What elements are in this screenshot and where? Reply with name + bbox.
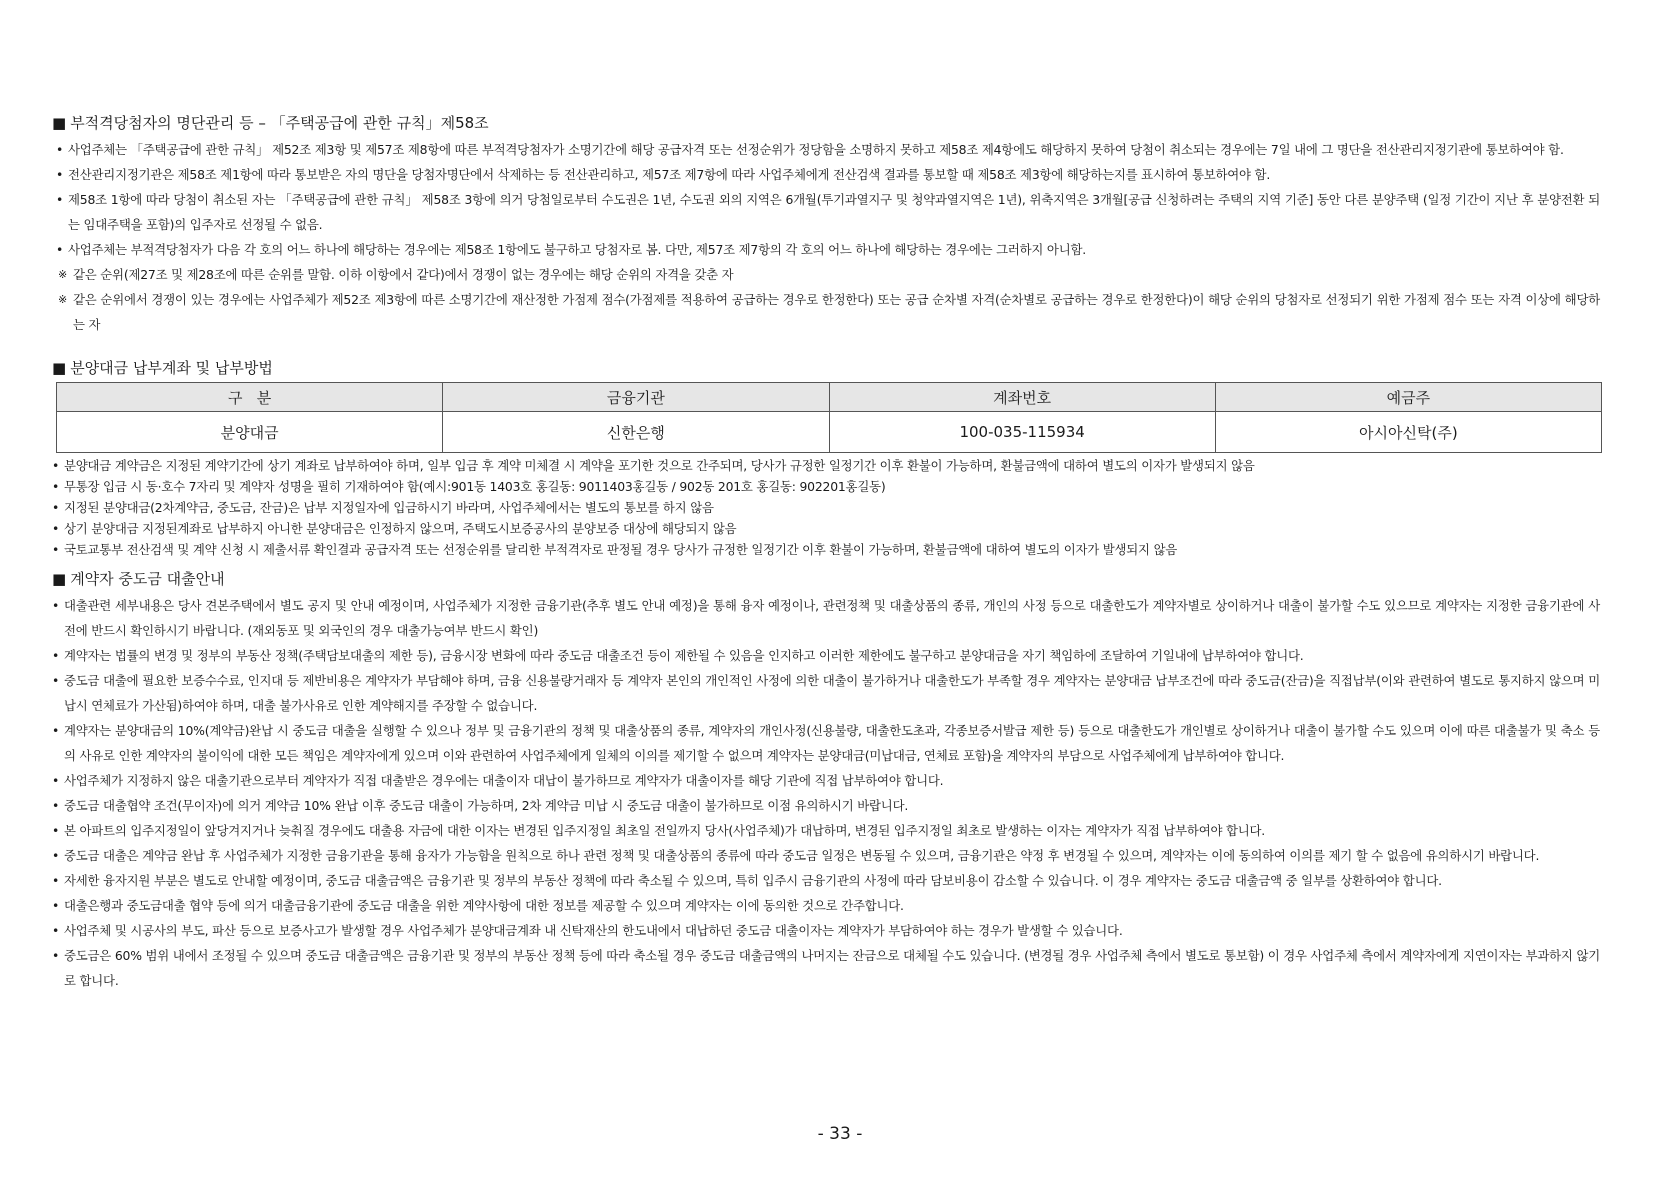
section-payment-account: [52, 357, 1600, 560]
column-header: 예금주: [1215, 383, 1601, 412]
table-header-row: [57, 383, 1602, 412]
table-cell: 100-035-115934: [829, 412, 1215, 453]
column-header: 구 분: [57, 383, 443, 412]
list-item: • 중도금 대출은 계약금 완납 후 사업주체가 지정한 금융기관을 통해 융자가 가능함을 원칙으로 하나 관련 정책 및 대출상품의 종류에 따라 중도금 일정은 변동될 수 있으며, 금융기관은 약정 후 변경될 수 있으며, 계약자는 이에 동의하여 이의를 제기 할 수 없음에 유의하시기 바랍니다.: [52, 843, 1600, 868]
section-title: [52, 112, 1600, 134]
document-content: [52, 112, 1600, 993]
list-item: • 중도금 대출협약 조건(무이자)에 의거 계약금 10% 완납 이후 중도금 대출이 가능하며, 2차 계약금 미납 시 중도금 대출이 불가하므로 이점 유의하시기 바랍니다.: [52, 793, 1600, 818]
account-table: [56, 382, 1602, 453]
list-item: • 대출관련 세부내용은 당사 견본주택에서 별도 공지 및 안내 예정이며, 사업주체가 지정한 금융기관(추후 별도 안내 예정)을 통해 융자 예정이나, 관련정책 및 대출상품의 종류, 개인의 사정 등으로 대출한도가 계약자별로 상이하거나 대출이 불가할 수도 있으므로 계약자는 지정한 금융기관에 사전에 반드시 확인하시기 바랍니다. (재외동포 및 외국인의 경우 대출가능여부 반드시 확인): [52, 593, 1600, 643]
table-row: [57, 412, 1602, 453]
note-item: ※ 같은 순위에서 경쟁이 있는 경우에는 사업주체가 제52조 제3항에 따른 소명기간에 재산정한 가점제 점수(가점제를 적용하여 공급하는 경우로 한정한다) 또는 공급 순차별 자격(순차별로 공급하는 경우로 한정한다)이 해당 순위의 당첨자로 선정되기 위한 가점제 점수 또는 자격 이상에 해당하는 자: [56, 287, 1600, 337]
list-item: • 중도금은 60% 범위 내에서 조정될 수 있으며 중도금 대출금액은 금융기관 및 정부의 부동산 정책 등에 따라 축소될 경우 중도금 대출금액의 나머지는 잔금으로 대체될 수도 있습니다. (변경될 경우 사업주체 측에서 별도로 통보함) 이 경우 사업주체 측에서 계약자에게 지연이자는 부과하지 않기로 합니다.: [52, 943, 1600, 993]
note-item: ※ 같은 순위(제27조 및 제28조에 따른 순위를 말함. 이하 이항에서 같다)에서 경쟁이 없는 경우에는 해당 순위의 자격을 갖춘 자: [56, 262, 1600, 287]
list-item: • 중도금 대출에 필요한 보증수수료, 인지대 등 제반비용은 계약자가 부담해야 하며, 금융 신용불량거래자 등 계약자 본인의 개인적인 사정에 의한 대출이 불가하거나 대출한도가 부족할 경우 계약자는 분양대금 납부조건에 따라 중도금(잔금)을 직접납부(이와 관련하여 별도로 통지하지 않으며 미납시 연체료가 가산됨)하여야 하며, 대출 불가사유로 인한 계약해지를 주장할 수 없습니다.: [52, 668, 1600, 718]
item-list: [56, 137, 1600, 337]
list-item: • 사업주체는 부적격당첨자가 다음 각 호의 어느 하나에 해당하는 경우에는 제58조 1항에도 불구하고 당첨자로 봄. 다만, 제57조 제7항의 각 호의 어느 하나에 해당하는 경우에는 그러하지 아니함.: [56, 237, 1600, 262]
section-ineligible-winners: [52, 112, 1600, 337]
list-item: • 지정된 분양대금(2차계약금, 중도금, 잔금)은 납부 지정일자에 입금하시기 바라며, 사업주체에서는 별도의 통보를 하지 않음: [52, 497, 1600, 518]
page-number: - 33 -: [817, 1124, 863, 1144]
section-title: [52, 568, 1600, 590]
list-item: • 사업주체 및 시공사의 부도, 파산 등으로 보증사고가 발생할 경우 사업주체가 분양대금계좌 내 신탁재산의 한도내에서 대납하던 중도금 대출이자는 계약자가 부담하여야 하는 경우가 발생할 수 있습니다.: [52, 918, 1600, 943]
section-loan-guide: [52, 568, 1600, 993]
section-title-text: 계약자 중도금 대출안내: [70, 570, 225, 588]
list-item: • 계약자는 법률의 변경 및 정부의 부동산 정책(주택담보대출의 제한 등), 금융시장 변화에 따라 중도금 대출조건 등이 제한될 수 있음을 인지하고 이러한 제한에도 불구하고 분양대금을 자기 책임하에 조달하여 기일내에 납부하여야 합니다.: [52, 643, 1600, 668]
list-item: • 사업주체는 「주택공급에 관한 규칙」 제52조 제3항 및 제57조 제8항에 따른 부적격당첨자가 소명기간에 해당 공급자격 또는 선정순위가 정당함을 소명하지 못하고 제58조 제4항에도 해당하지 못하여 당첨이 취소되는 경우에는 7일 내에 그 명단을 전산관리지정기관에 통보하여야 함.: [56, 137, 1600, 162]
section-title-text: 분양대금 납부계좌 및 납부방법: [70, 359, 273, 377]
list-item: • 본 아파트의 입주지정일이 앞당겨지거나 늦춰질 경우에도 대출용 자금에 대한 이자는 변경된 입주지정일 최초일 전일까지 당사(사업주체)가 대납하며, 변경된 입주지정일 최초로 발생하는 이자는 계약자가 직접 납부하여야 합니다.: [52, 818, 1600, 843]
list-item: • 국토교통부 전산검색 및 계약 신청 시 제출서류 확인결과 공급자격 또는 선정순위를 달리한 부적격자로 판정될 경우 당사가 규정한 일정기간 이후 환불이 가능하며, 환불금액에 대하여 별도의 이자가 발생되지 않음: [52, 539, 1600, 560]
item-list: [52, 593, 1600, 993]
list-item: • 계약자는 분양대금의 10%(계약금)완납 시 중도금 대출을 실행할 수 있으나 정부 및 금융기관의 정책 및 대출상품의 종류, 계약자의 개인사정(신용불량, 대출한도초과, 각종보증서발급 제한 등) 등으로 대출한도가 개인별로 상이하거나 대출이 불가할 수도 있으며 이에 따른 대출불가 및 축소 등의 사유로 인한 계약자의 불이익에 대한 모든 책임은 계약자에게 있으며 이와 관련하여 사업주체에게 일체의 이의를 제기할 수 없으며 계약자는 분양대금(미납대금, 연체료 포함)을 계약자의 부담으로 사업주체에게 납부하여야 합니다.: [52, 718, 1600, 768]
item-list: [52, 455, 1600, 560]
column-header: 금융기관: [443, 383, 829, 412]
list-item: • 대출은행과 중도금대출 협약 등에 의거 대출금융기관에 중도금 대출을 위한 계약사항에 대한 정보를 제공할 수 있으며 계약자는 이에 동의한 것으로 간주합니다.: [52, 893, 1600, 918]
square-bullet-icon: ■: [52, 114, 67, 132]
square-bullet-icon: ■: [52, 570, 67, 588]
list-item: • 전산관리지정기관은 제58조 제1항에 따라 통보받은 자의 명단을 당첨자명단에서 삭제하는 등 전산관리하고, 제57조 제7항에 따라 사업주체에게 전산검색 결과를 통보할 때 제58조 제3항에 해당하는지를 표시하여 통보하여야 함.: [56, 162, 1600, 187]
table-cell: 아시아신탁(주): [1215, 412, 1601, 453]
table-cell: 분양대금: [57, 412, 443, 453]
section-title-text: 부적격당첨자의 명단관리 등 – 「주택공급에 관한 규칙」제58조: [70, 114, 489, 132]
column-header: 계좌번호: [829, 383, 1215, 412]
list-item: • 무통장 입금 시 동·호수 7자리 및 계약자 성명을 필히 기재하여야 함(예시:901동 1403호 홍길동: 9011403홍길동 / 902동 201호 홍길동: 902201홍길동): [52, 476, 1600, 497]
list-item: • 상기 분양대금 지정된계좌로 납부하지 아니한 분양대금은 인정하지 않으며, 주택도시보증공사의 분양보증 대상에 해당되지 않음: [52, 518, 1600, 539]
list-item: • 분양대금 계약금은 지정된 계약기간에 상기 계좌로 납부하여야 하며, 일부 입금 후 계약 미체결 시 계약을 포기한 것으로 간주되며, 당사가 규정한 일정기간 이후 환불이 가능하며, 환불금액에 대하여 별도의 이자가 발생되지 않음: [52, 455, 1600, 476]
list-item: • 사업주체가 지정하지 않은 대출기관으로부터 계약자가 직접 대출받은 경우에는 대출이자 대납이 불가하므로 계약자가 대출이자를 해당 기관에 직접 납부하여야 합니다.: [52, 768, 1600, 793]
square-bullet-icon: ■: [52, 359, 67, 377]
table-cell: 신한은행: [443, 412, 829, 453]
section-title: [52, 357, 1600, 379]
list-item: • 제58조 1항에 따라 당첨이 취소된 자는 「주택공급에 관한 규칙」 제58조 3항에 의거 당첨일로부터 수도권은 1년, 수도권 외의 지역은 6개월(투기과열지구 및 청약과열지역은 1년), 위축지역은 3개월[공급 신청하려는 주택의 지역 기준] 동안 다른 분양주택 (일정 기간이 지난 후 분양전환 되는 임대주택을 포함)의 입주자로 선정될 수 없음.: [56, 187, 1600, 237]
list-item: • 자세한 융자지원 부분은 별도로 안내할 예정이며, 중도금 대출금액은 금융기관 및 정부의 부동산 정책에 따라 축소될 수 있으며, 특히 입주시 금융기관의 사정에 따라 담보비용이 감소할 수 있습니다. 이 경우 계약자는 중도금 대출금액 중 일부를 상환하여야 합니다.: [52, 868, 1600, 893]
